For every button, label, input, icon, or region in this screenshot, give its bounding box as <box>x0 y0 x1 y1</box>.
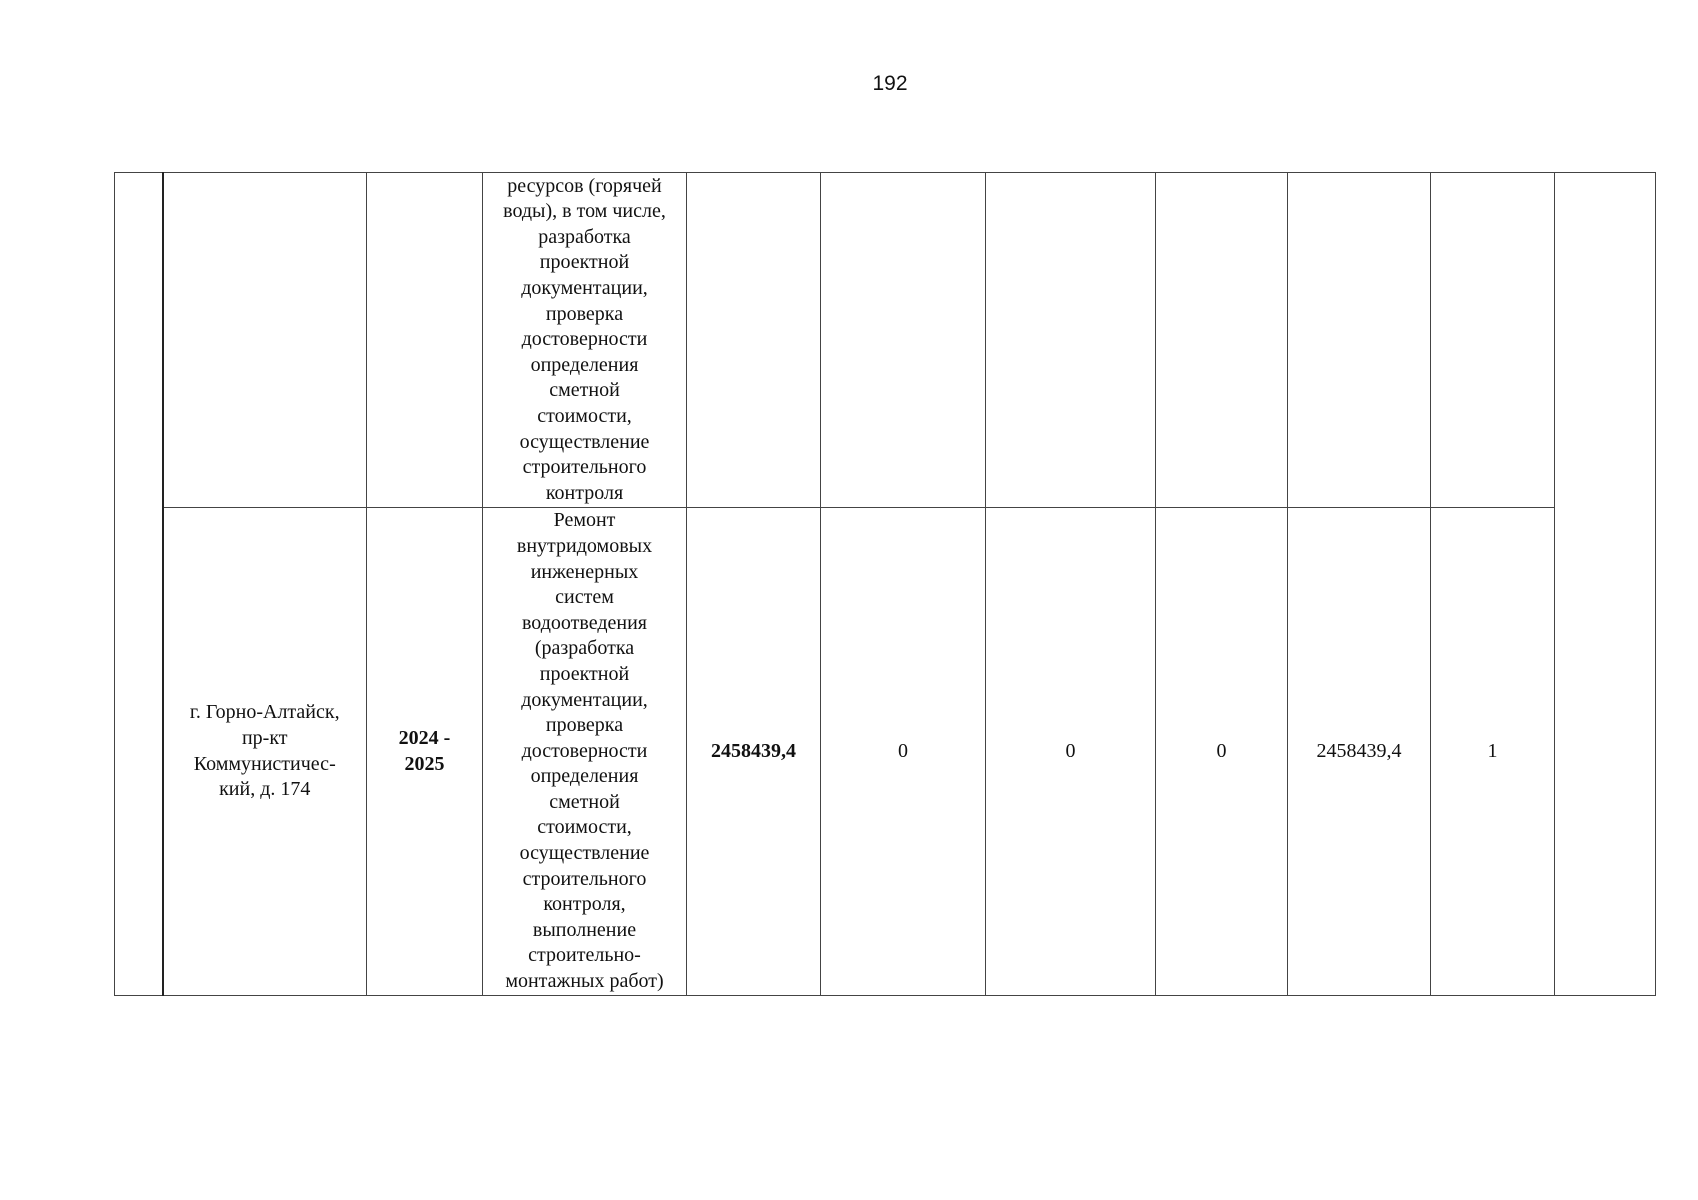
work-description-line: систем <box>555 586 614 609</box>
work-description-line: ресурсов (горячей <box>507 174 662 197</box>
work-description-line: строительного <box>522 456 647 479</box>
work-description-line: инженерных <box>530 560 639 583</box>
work-description-cell <box>483 173 687 508</box>
work-description-line: выполнение <box>532 918 637 941</box>
work-description-line: внутридомовых <box>516 534 653 557</box>
work-description-line: воды), в том числе, <box>503 200 666 223</box>
work-description-line: проектной <box>539 251 630 274</box>
work-description-line: проектной <box>539 662 630 685</box>
amount-cell <box>986 173 1156 508</box>
address-cell <box>163 173 367 508</box>
work-description-line: сметной <box>549 379 620 402</box>
period-line: 2024 - <box>398 726 451 749</box>
works-table <box>114 172 1656 996</box>
work-description-line: достоверности <box>521 739 648 762</box>
address-cell <box>163 508 367 996</box>
amount-cell: 0 <box>1156 508 1288 996</box>
work-description-line: (разработка <box>534 637 635 660</box>
work-description-line: определения <box>530 765 639 788</box>
period-line: 2025 <box>404 752 445 775</box>
work-description-line: строительного <box>522 867 647 890</box>
work-description-line: разработка <box>538 225 631 248</box>
amount-cell: 0 <box>821 508 986 996</box>
amount-cell: 2458439,4 <box>1288 508 1431 996</box>
work-description-line: сметной <box>549 790 620 813</box>
total-cost-cell <box>687 173 821 508</box>
address-line: г. Горно-Алтайск, <box>189 701 340 724</box>
work-description-line: документации, <box>521 688 648 711</box>
table-row <box>115 173 1656 508</box>
total-cost-cell: 2458439,4 <box>687 508 821 996</box>
page-number: 192 <box>872 72 908 95</box>
work-description-line: определения <box>530 353 639 376</box>
work-description-line: стоимости, <box>537 404 632 427</box>
table-row <box>115 508 1656 996</box>
work-description-line: Ремонт <box>553 509 616 532</box>
address-line: пр-кт <box>241 726 288 749</box>
amount-cell <box>1288 173 1431 508</box>
period-cell <box>367 508 483 996</box>
count-cell <box>1431 173 1555 508</box>
row-number-cell <box>115 173 163 996</box>
amount-cell <box>1156 173 1288 508</box>
work-description-line: монтажных работ) <box>505 970 664 993</box>
work-description-line: контроля <box>545 481 624 504</box>
work-description-line: стоимости, <box>537 816 632 839</box>
work-description-line: осуществление <box>519 430 650 453</box>
work-description-line: водоотведения <box>522 611 647 634</box>
work-description-line: осуществление <box>519 842 650 865</box>
work-description-cell <box>483 508 687 996</box>
trailing-cell <box>1555 173 1656 996</box>
amount-cell <box>821 173 986 508</box>
address-line: кий, д. 174 <box>219 778 311 801</box>
work-description-line: строительно- <box>528 944 641 967</box>
count-cell: 1 <box>1431 508 1555 996</box>
work-description-line: проверка <box>545 302 624 325</box>
work-description-line: проверка <box>545 714 624 737</box>
work-description-line: контроля, <box>543 893 626 916</box>
work-description-line: достоверности <box>521 328 648 351</box>
period-cell <box>367 173 483 508</box>
work-description-line: документации, <box>521 277 648 300</box>
address-line: Коммунистичес- <box>193 752 336 775</box>
amount-cell: 0 <box>986 508 1156 996</box>
